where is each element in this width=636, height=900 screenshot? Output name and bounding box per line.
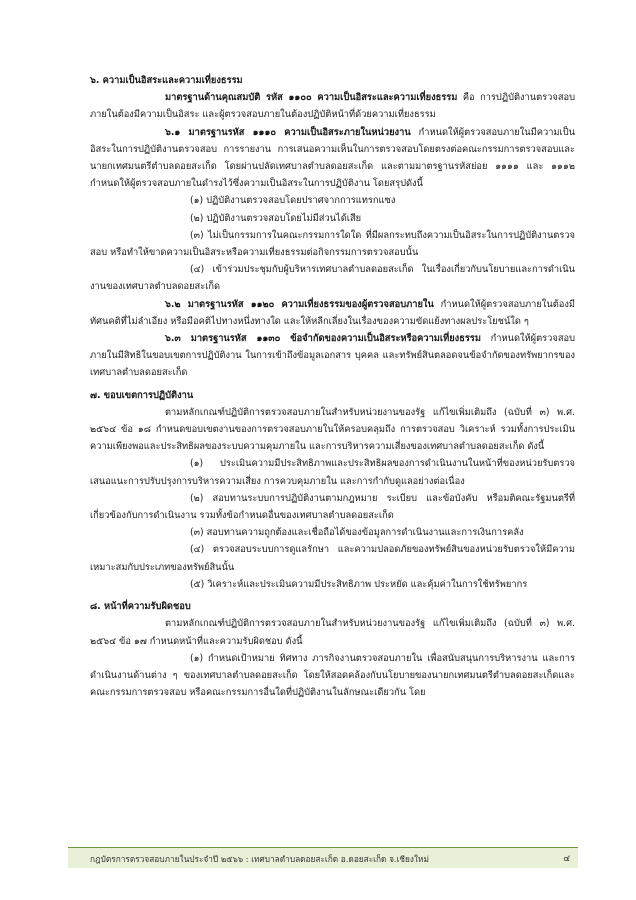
paragraph-6-3-text: กำหนดให้ผู้ตรวจสอบภายในมีสิทธิในขอบเขตการปฏิบัติงาน ในการเข้าถึงข้อมูลเอกสาร บุคคล และทรัพย์สินตลอดจนข้อจำกัดของทรัพยากรของเทศบาลตำบลดอยสะเก็ด [90, 333, 575, 379]
list-item: (๒) สอบทานระบบการปฏิบัติงานตามกฎหมาย ระเบียบ และข้อบังคับ หรือมติคณะรัฐมนตรีที่เกี่ยวข้องกับการดำเนินงาน รวมทั้งข้อกำหนดอื่นของเทศบาลตำบลดอยสะเก็ด [90, 492, 575, 522]
page-number: ๔ [563, 854, 570, 864]
section-7-intro: ตามหลักเกณฑ์ปฏิบัติการตรวจสอบภายในสำหรับหน่วยงานของรัฐ แก้ไขเพิ่มเติมถึง (ฉบับที่ ๓) พ.ศ. ๒๕๖๔ ข้อ ๑๘ กำหนดขอบเขตงานของการตรวจสอบภายในให้ครอบคลุมถึง การตรวจสอบ วิเคราะห์ รวมทั้งการประเมินความเพียงพอและประสิทธิผลของระบบความคุมภายใน และการบริหารความเสี่ยงของเทศบาลตำบลดอยสะเก็ด ดังนี้ [90, 406, 575, 453]
page-footer [68, 847, 578, 868]
paragraph-6-1-bold: ๖.๑ มาตรฐานรหัส ๑๑๑๐ ความเป็นอิสระภายในหน่วยงาน [165, 126, 411, 138]
paragraph-6-2-text: กำหนดให้ผู้ตรวจสอบภายในต้องมีทัศนคติที่ไม่ลำเอียง หรือมีอคติไปทางหนึ่งทางใด และให้หลีกเลี่ยงในเรื่องของความขัดแย้งทางผลประโยชน์ใด ๆ [90, 298, 575, 327]
paragraph-6-3 [90, 330, 575, 382]
paragraph-6-1 [90, 124, 575, 193]
list-item: (๓) ไม่เป็นกรรมการในคณะกรรมการใดใด ที่มีผลกระทบถึงความเป็นอิสระในการปฏิบัติงานตรวจสอบ หรือทำให้ขาดความเป็นอิสระหรือความเที่ยงธรรมต่อกิจกรรมการตรวจสอบนั้น [90, 229, 575, 259]
section-6-heading: ๖. ความเป็นอิสระและความเที่ยงธรรม [90, 75, 243, 86]
list-item: (๔) เข้าร่วมประชุมกับผู้บริหารเทศบาลตำบลดอยสะเก็ด ในเรื่องเกี่ยวกับนโยบายและการดำเนินงานของเทศบาลตำบลดอยสะเก็ด [90, 264, 575, 293]
section-8-intro: ตามหลักเกณฑ์ปฏิบัติการตรวจสอบภายในสำหรับหน่วยงานของรัฐ แก้ไขเพิ่มเติมถึง (ฉบับที่ ๓) พ.ศ. ๒๕๖๔ ข้อ ๑๗ กำหนดหน้าที่และความรับผิดชอบ ดังนี้ [90, 618, 575, 647]
footer-title: กฎบัตรการตรวจสอบภายในประจำปี ๒๕๖๖ : เทศบาลตำบลดอยสะเก็ด อ.ดอยสะเก็ด จ.เชียงใหม่ [90, 854, 429, 864]
paragraph-6-2-bold: ๖.๒ มาตรฐานรหัส ๑๑๒๐ ความเที่ยงธรรมของผู้ตรวจสอบภายใน [165, 298, 434, 310]
section-8-heading: ๘. หน้าที่ความรับผิดชอบ [90, 601, 191, 613]
paragraph-6-3-bold: ๖.๓ มาตรฐานรหัส ๑๑๓๐ ข้อจำกัดของความเป็นอิสระหรือความเที่ยงธรรม [165, 333, 482, 345]
section-7-heading: ๗. ขอบเขตการปฏิบัติงาน [90, 389, 194, 401]
list-item: (๑) ประเมินความมีประสิทธิภาพและประสิทธิผลของการดำเนินงานในหน้าที่ของหน่วยรับตรวจเสนอแนะการปรับปรุงการบริหารความเสี่ยง การควบคุมภายใน และการกำกับดูแลอย่างต่อเนื่อง [90, 458, 575, 487]
section-6-intro-text: คือ การปฏิบัติงานตรวจสอบภายในต้องมีความเป็นอิสระ และผู้ตรวจสอบภายในต้องปฏิบัติหน้าที่ด้วยความเที่ยงธรรม [90, 92, 575, 121]
paragraph-6-1-text: กำหนดให้ผู้ตรวจสอบภายในมีความเป็นอิสระในการปฏิบัติงานตรวจสอบ การรายงาน การเสนอความเห็นในการตรวจสอบโดยตรงต่อคณะกรรมการตรวจสอบและนายกเทศมนตรีตำบลดอยสะเก็ด โดยผ่านปลัดเทศบาลตำบลดอยสะเก็ด และตามมาตรฐานรหัสย่อย ๑๑๑๑ และ ๑๑๑๒ กำหนดให้ผู้ตรวจสอบภายในดำรงไว้ซึ่งความเป็นอิสระในการปฏิบัติงาน โดยสรุปดังนี้ [90, 126, 575, 190]
list-item: (๔) ตรวจสอบระบบการดูแลรักษา และความปลอดภัยของทรัพย์สินของหน่วยรับตรวจให้มีความเหมาะสมกับประเภทของทรัพย์สินนั้น [90, 544, 575, 573]
document-body [90, 72, 575, 701]
list-item: (๓) สอบทานความถูกต้องและเชื่อถือได้ของข้อมูลการดำเนินงานและการเงินการคลัง [190, 527, 524, 539]
list-item: (๒) ปฏิบัติงานตรวจสอบโดยไม่มีส่วนได้เสีย [190, 212, 362, 224]
list-item: (๕) วิเคราะห์และประเมินความมีประสิทธิภาพ ประหยัด และคุ้มค่าในการใช้ทรัพยากร [190, 578, 528, 590]
paragraph-6-2 [90, 296, 575, 330]
list-item: (๑) กำหนดเป้าหมาย ทิศทาง ภารกิจงานตรวจสอบภายใน เพื่อสนับสนุนการบริหารงาน และการดำเนินงานด้านต่าง ๆ ของเทศบาลตำบลดอยสะเก็ด โดยให้สอดคล้องกับนโยบายของนายกเทศมนตรีตำบลดอยสะเก็ดและคณะกรรมการตรวจสอบ หรือคณะกรรมการอื่นใดที่ปฏิบัติงานในลักษณะเดียวกัน โดย [90, 652, 575, 699]
list-item: (๑) ปฏิบัติงานตรวจสอบโดยปราศจากการแทรกแซง [190, 195, 396, 207]
section-6-intro [90, 89, 575, 123]
section-6-intro-bold: มาตรฐานด้านคุณสมบัติ รหัส ๑๑๐๐ ความเป็นอิสระและความเที่ยงธรรม [165, 92, 458, 104]
